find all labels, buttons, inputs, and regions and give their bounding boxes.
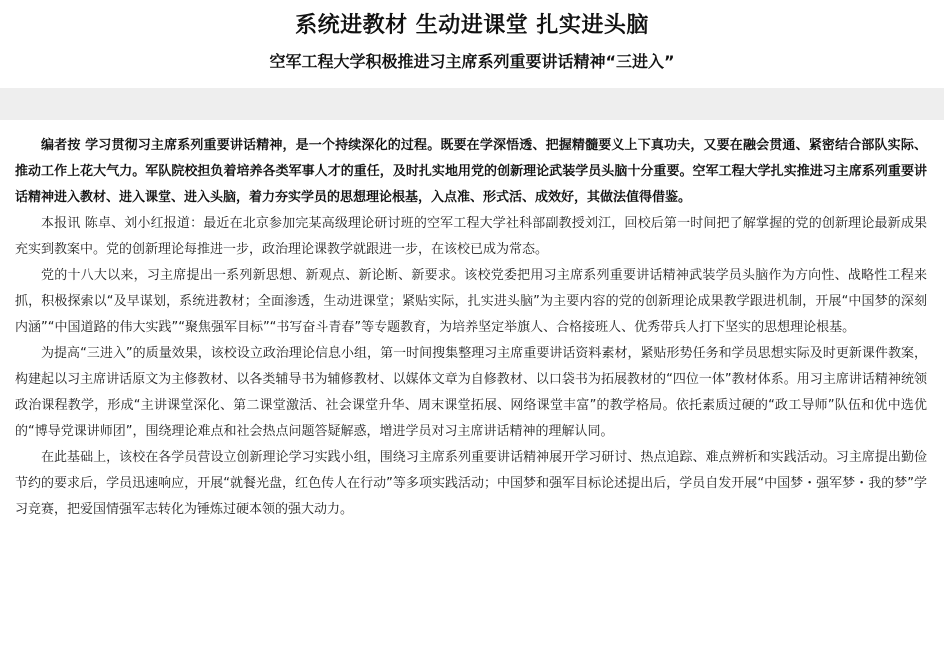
article-body (15, 133, 927, 523)
article-paragraph-1: 本报讯 陈卓、刘小红报道：最近在北京参加完某高级理论研讨班的空军工程大学社科部副教授刘江，回校后第一时间把了解掌握的党的创新理论最新成果充实到教案中。党的创新理论每推进一步，政治理论课教学就跟进一步，在该校已成为常态。 (15, 216, 927, 257)
article-paragraph-2: 党的十八大以来，习主席提出一系列新思想、新观点、新论断、新要求。该校党委把用习主席系列重要讲话精神武装学员头脑作为方向性、战略性工程来抓，积极探索以“及早谋划，系统进教材；全面渗透，生动进课堂；紧贴实际，扎实进头脑”为主要内容的党的创新理论成果教学跟进机制，开展“中国梦的深刻内涵”“中国道路的伟大实践”“聚焦强军目标”“书写奋斗青春”等专题教育，为培养坚定举旗人、合格接班人、优秀带兵人打下坚实的思想理论根基。 (15, 268, 927, 335)
article-subtitle: 空军工程大学积极推进习主席系列重要讲话精神“三进入” (269, 52, 675, 71)
header-divider-band (0, 88, 944, 120)
article-title: 系统进教材 生动进课堂 扎实进头脑 (295, 13, 649, 38)
editor-note: 编者按 学习贯彻习主席系列重要讲话精神，是一个持续深化的过程。既要在学深悟透、把握精髓要义上下真功夫，又要在融会贯通、紧密结合部队实际、推动工作上花大气力。军队院校担负着培养各类军事人才的重任，及时扎实地用党的创新理论武装学员头脑十分重要。空军工程大学扎实推进习主席系列重要讲话精神进入教材、进入课堂、进入头脑，着力夯实学员的思想理论根基，入点准、形式活、成效好，其做法值得借鉴。 (15, 138, 927, 205)
article-paragraph-3: 为提高“三进入”的质量效果，该校设立政治理论信息小组，第一时间搜集整理习主席重要讲话资料素材，紧贴形势任务和学员思想实际及时更新课件教案，构建起以习主席讲话原文为主修教材、以各类辅导书为辅修教材、以媒体文章为自修教材、以口袋书为拓展教材的“四位一体”教材体系。用习主席讲话精神统领政治课程教学，形成“主讲课堂深化、第二课堂激活、社会课堂升华、周末课堂拓展、网络课堂丰富”的教学格局。依托素质过硬的“政工导师”队伍和优中选优的“博导党课讲师团”，围绕理论难点和社会热点问题答疑解惑，增进学员对习主席讲话精神的理解认同。 (15, 346, 927, 439)
article-paragraph-4: 在此基础上，该校在各学员营设立创新理论学习实践小组，围绕习主席系列重要讲话精神展开学习研讨、热点追踪、难点辨析和实践活动。习主席提出勤俭节约的要求后，学员迅速响应，开展“就餐光盘，红色传人在行动”等多项实践活动；中国梦和强军目标论述提出后，学员自发开展“中国梦・强军梦・我的梦”学习竞赛，把爱国情强军志转化为锤炼过硬本领的强大动力。 (15, 450, 927, 517)
